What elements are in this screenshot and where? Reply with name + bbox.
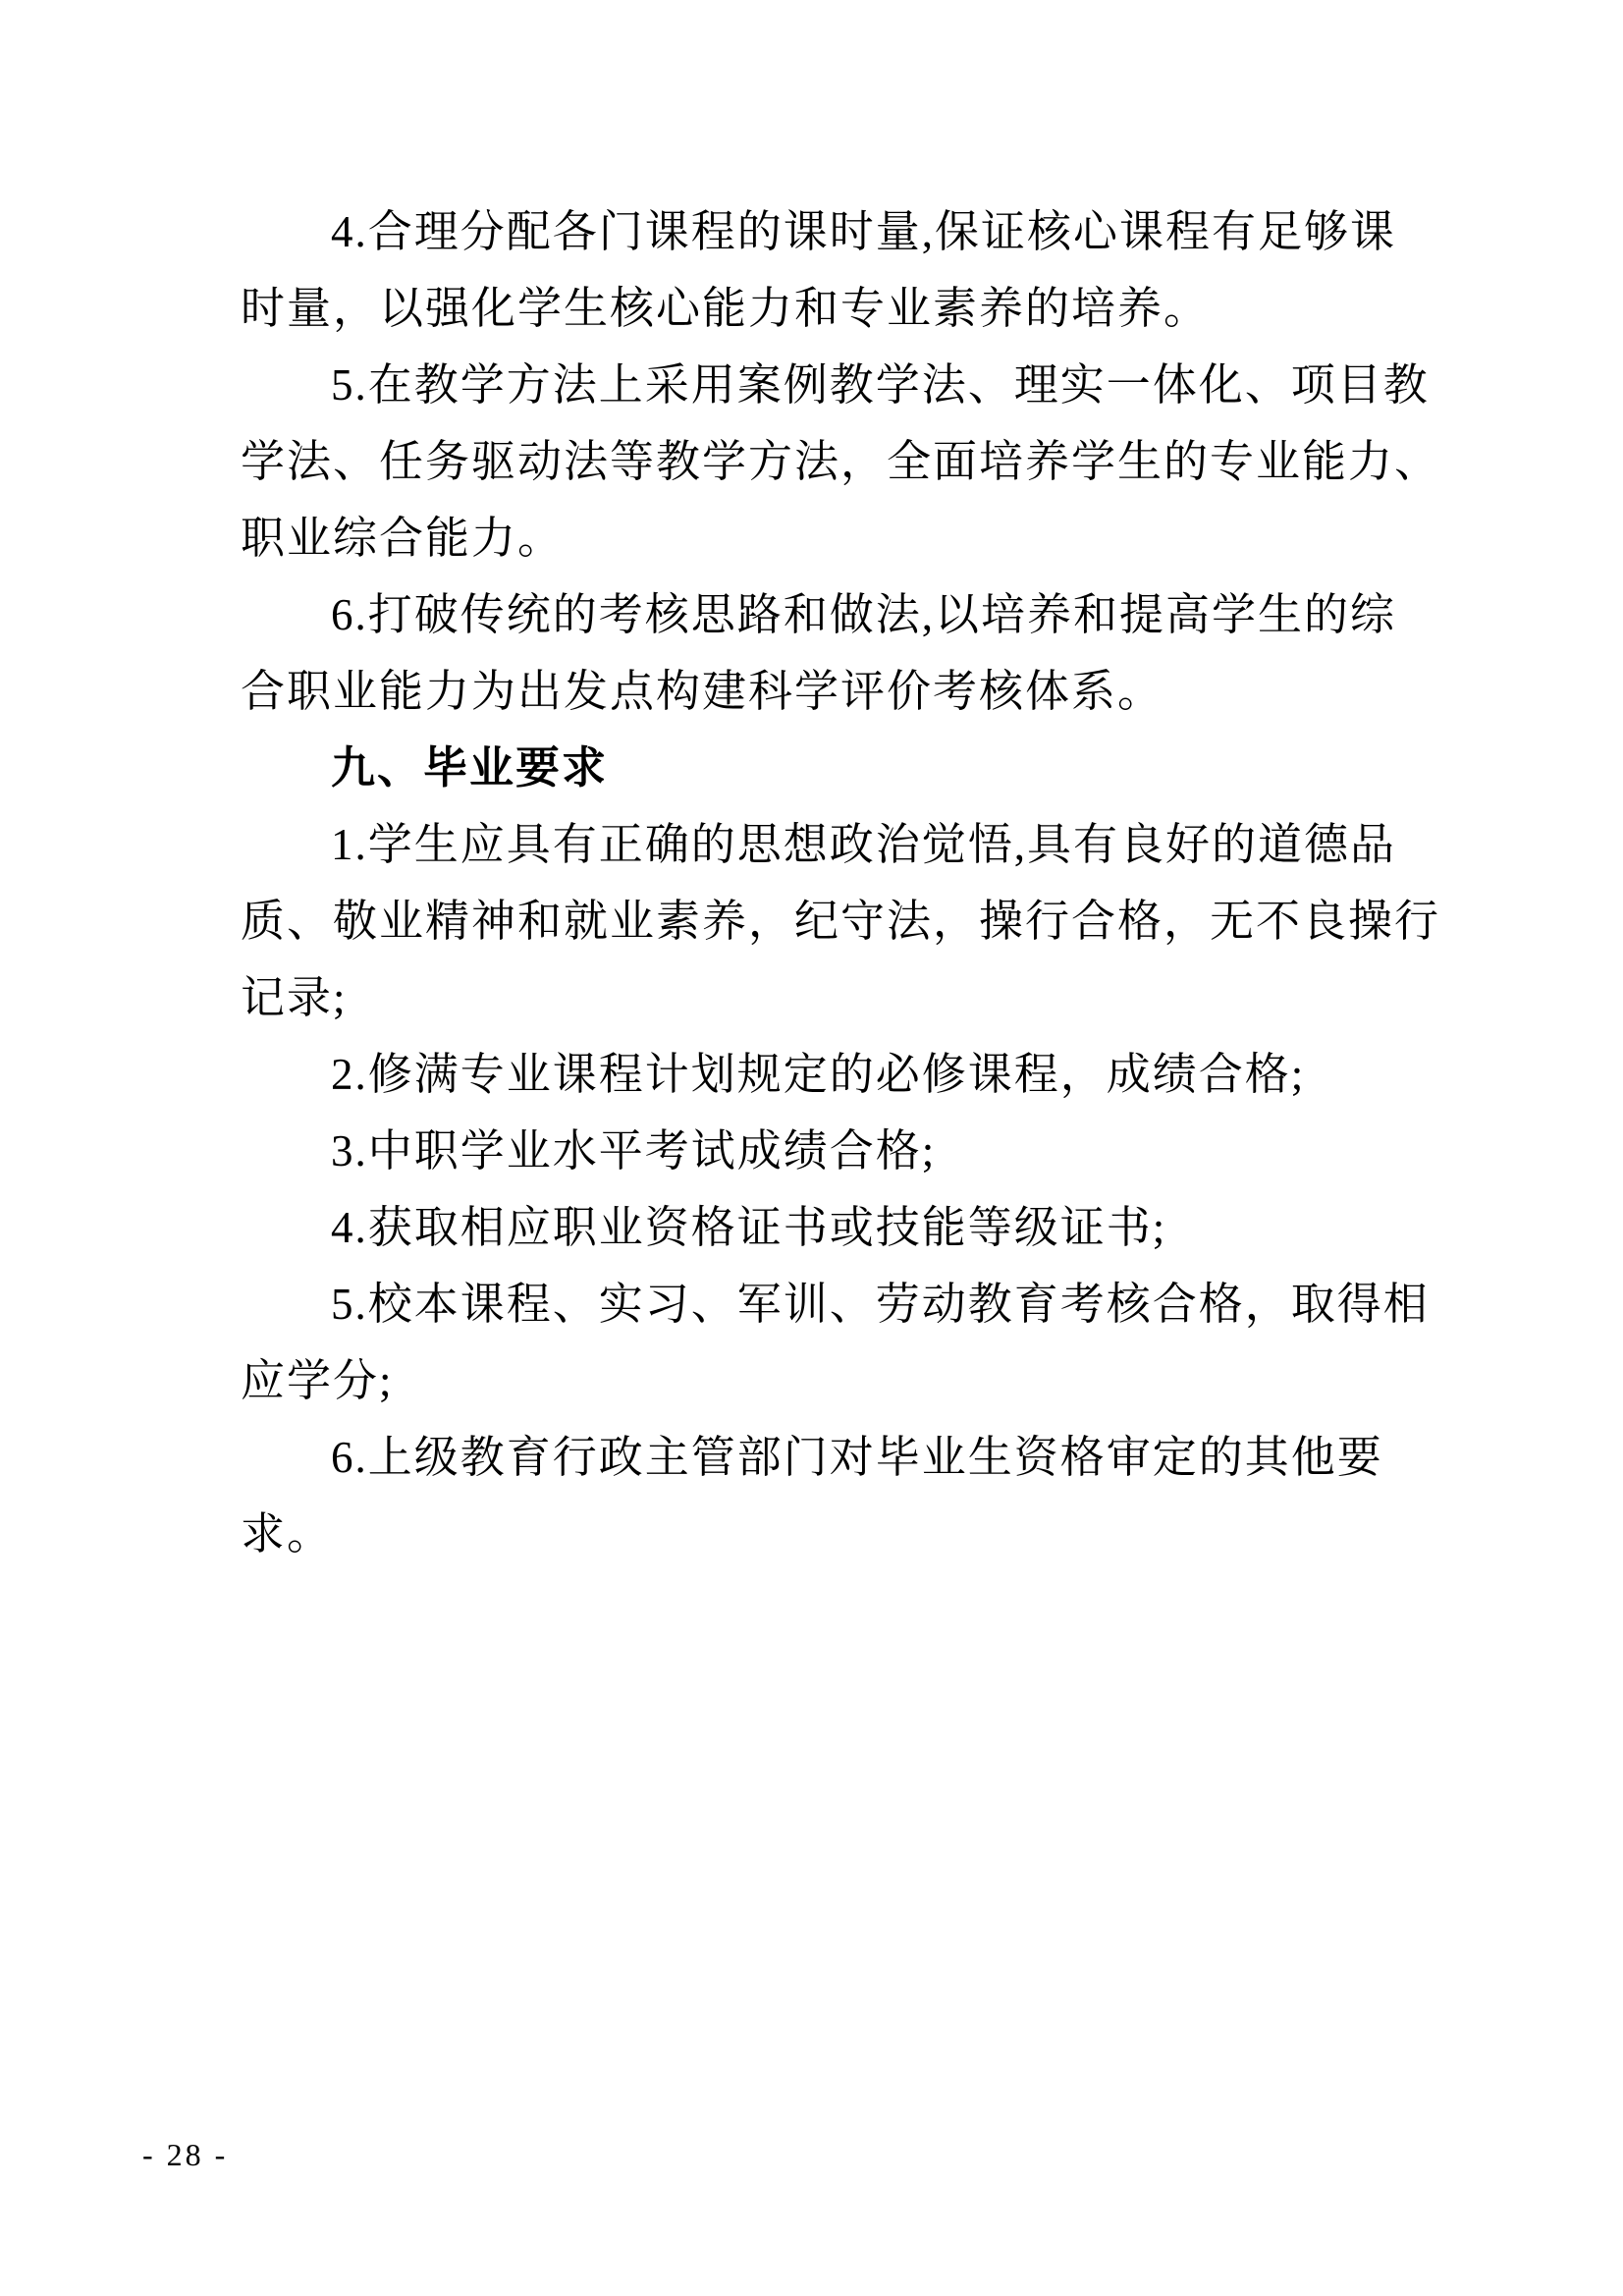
paragraph-line: 4.合理分配各门课程的课时量,保证核心课程有足够课 (331, 207, 1397, 256)
paragraph-line: 6.打破传统的考核思路和做法,以培养和提高学生的综 (331, 590, 1397, 639)
paragraph-line: 1.学生应具有正确的思想政治觉悟,具有良好的道德品 (331, 820, 1397, 869)
paragraph-line: 5.在教学方法上采用案例教学法、理实一体化、项目教 (331, 360, 1430, 410)
section-heading: 九、毕业要求 (331, 743, 609, 793)
paragraph-line: 学法、任务驱动法等教学方法，全面培养学生的专业能力、 (241, 437, 1441, 486)
paragraph-line: 记录; (241, 973, 348, 1022)
document-body (241, 193, 1441, 1572)
paragraph-line: 5.校本课程、实习、军训、劳动教育考核合格，取得相 (331, 1280, 1430, 1329)
paragraph-line: 质、敬业精神和就业素养，纪守法，操行合格，无不良操行 (241, 897, 1441, 946)
page-number: - 28 - (142, 2137, 229, 2172)
paragraph-line: 求。 (241, 1509, 334, 1558)
paragraph-line: 4.获取相应职业资格证书或技能等级证书; (331, 1203, 1167, 1252)
paragraph-line: 6.上级教育行政主管部门对毕业生资格审定的其他要 (331, 1433, 1383, 1482)
paragraph-line: 职业综合能力。 (241, 514, 565, 563)
paragraph-line: 3.中职学业水平考试成绩合格; (331, 1126, 937, 1175)
paragraph-line: 合职业能力为出发点构建科学评价考核体系。 (241, 667, 1164, 716)
paragraph-line: 时量，以强化学生核心能力和专业素养的培养。 (241, 284, 1211, 333)
paragraph-line: 应学分; (241, 1356, 394, 1405)
paragraph-line: 2.修满专业课程计划规定的必修课程，成绩合格; (331, 1050, 1306, 1099)
